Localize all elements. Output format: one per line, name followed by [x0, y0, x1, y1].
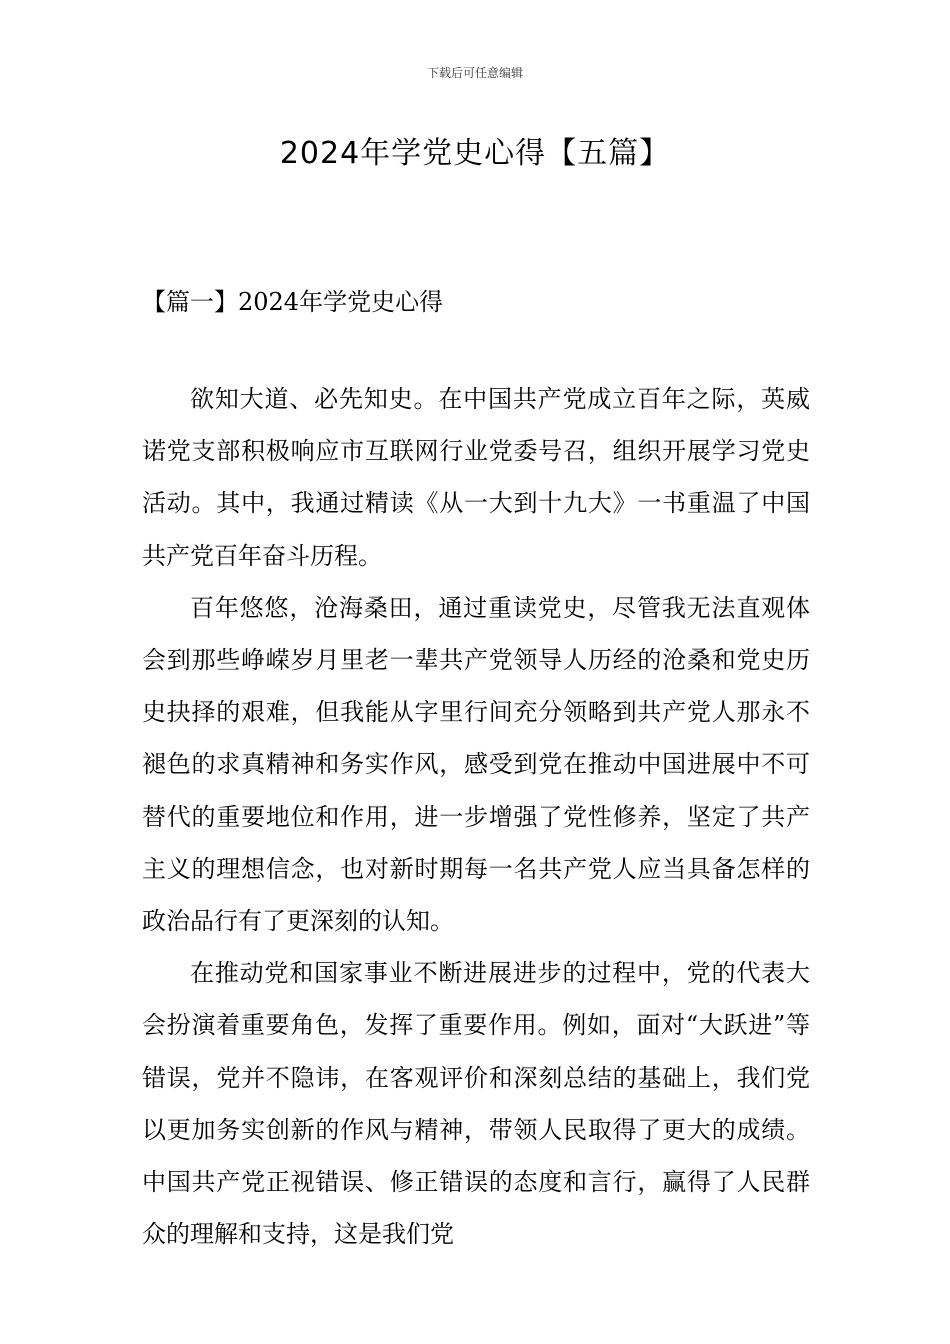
paragraph-1: 欲知大道、必先知史。在中国共产党成立百年之际，英威诺党支部积极响应市互联网行业党委号召，组织开展学习党史活动。其中，我通过精读《从一大到十九大》一书重温了中国共产党百年奋斗历程。 [142, 385, 810, 570]
paragraph-2: 百年悠悠，沧海桑田，通过重读党史，尽管我无法直观体会到那些峥嵘岁月里老一辈共产党领导人历经的沧桑和党史历史抉择的艰难，但我能从字里行间充分领略到共产党人那永不褪色的求真精神和务实作风，感受到党在推动中国进展中不可替代的重要地位和作用，进一步增强了党性修养，坚定了共产主义的理想信念，也对新时期每一名共产党人应当具备怎样的政治品行有了更深刻的认知。 [142, 593, 810, 936]
section-heading: 【篇一】2024年学党史心得 [142, 288, 444, 316]
document-title: 2024年学党史心得【五篇】 [279, 136, 671, 171]
section-body [142, 373, 810, 1260]
page-header-note: 下载后可任意编辑 [426, 66, 523, 80]
paragraph-3: 在推动党和国家事业不断进展进步的过程中，党的代表大会扮演着重要角色，发挥了重要作用。例如，面对“大跃进”等错误，党并不隐讳，在客观评价和深刻总结的基础上，我们党以更加务实创新的作风与精神，带领人民取得了更大的成绩。中国共产党正视错误、修正错误的态度和言行，赢得了人民群众的理解和支持，这是我们党 [142, 959, 810, 1249]
